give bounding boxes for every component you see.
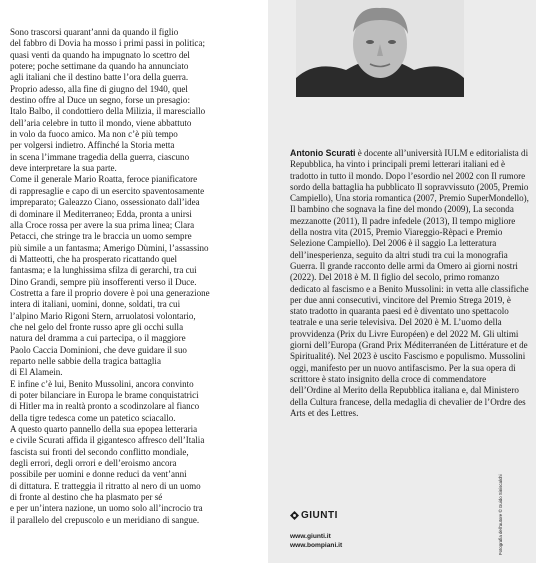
blurb-line: fantasma; e la lunghissima sfilza di gerarchi, tra cui [10, 265, 197, 276]
author-portrait [296, 0, 464, 97]
blurb-line: e per un’intera nazione, un uomo solo all’incrocio tra [10, 503, 203, 514]
blurb-line: l’alpino Mario Rigoni Stern, arruolatosi volontario, [10, 310, 196, 321]
blurb-line: in scena l’immane tragedia della guerra, ciascuno [10, 151, 190, 162]
blurb-line: del fabbro di Dovia ha mosso i primi passi in politica; [10, 38, 205, 49]
blurb-line: e civile Scurati affida il gigantesco affresco dell’Italia [10, 435, 205, 446]
blurb-line: Petacci, che stringe tra le braccia un uomo sempre [10, 231, 192, 242]
blurb-line: Paolo Caccia Dominioni, che deve guidare il suo [10, 344, 187, 355]
blurb-line: dell’aria celebre in tutto il mondo, viene abbattuto [10, 117, 192, 128]
blurb-line: di fronte al destino che ha plasmato per sé [10, 492, 163, 503]
blurb-line: Proprio adesso, alla fine di giugno del 1940, quel [10, 83, 188, 94]
back-cover-right-panel [268, 0, 536, 563]
blurb-line: Come il generale Mario Roatta, feroce pianificatore [10, 174, 198, 185]
blurb-line: possibile per uomini e donne reduci da vent’anni [10, 469, 187, 480]
blurb-line: di dittatura. E tratteggia il ritratto al nero di un uomo [10, 480, 201, 491]
blurb-line: alla Croce rossa per avere la sua prima linea; Clara [10, 219, 195, 230]
blurb-line: per volgersi indietro. Affinché la Storia metta [10, 140, 175, 151]
giunti-logo-icon [290, 511, 299, 520]
blurb-line: più simile a un fantasma; Amerigo Dùmini, l’assassino [10, 242, 209, 253]
blurb-line: agli italiani che il destino batte l’ora della guerra. [10, 72, 189, 83]
blurb-line: destino offre al Duce un segno, forse un presagio: [10, 95, 190, 106]
publisher-logo [290, 510, 338, 521]
blurb-line: di rappresaglie e capo di un esercito spaventosamente [10, 185, 205, 196]
blurb-line: Sono trascorsi quarant’anni da quando il figlio [10, 27, 179, 37]
blurb-line: deve interpretare la sua parte. [10, 163, 117, 174]
blurb-line: di El Alamein. [10, 367, 63, 378]
blurb-line: potere; poche settimane da quando ha annunciato [10, 61, 189, 72]
publisher-url-giunti[interactable]: www.giunti.it [290, 533, 331, 540]
blurb-line: natura del dramma a cui partecipa, o il maggiore [10, 333, 186, 344]
author-portrait-image [296, 0, 464, 97]
blurb-line: impreparato; Galeazzo Ciano, ossessionato dall’idea [10, 197, 200, 208]
publisher-logo-text: GIUNTI [301, 510, 338, 521]
blurb-line: A questo quarto pannello della sua epopea letteraria [10, 424, 198, 435]
blurb-line: in volo da fuoco amico. Ma non c’è più tempo [10, 129, 178, 140]
author-biography [290, 148, 530, 419]
blurb-line: della tigre tedesca come un patetico sciacallo. [10, 412, 176, 423]
blurb-line: fascista sui fronti del secondo conflitto mondiale, [10, 446, 189, 457]
blurb-line: quasi venti da quando ha impugnato lo scettro del [10, 49, 190, 60]
blurb-line: Dino Grandi, sempre più insofferenti verso il Duce. [10, 276, 197, 287]
blurb-line: reparto nelle sabbie della tragica battaglia [10, 355, 161, 366]
blurb-line: E infine c’è lui, Benito Mussolini, ancora convinto [10, 378, 194, 389]
blurb-line: degli errori, degli orrori e dell’eroismo ancora [10, 458, 177, 469]
blurb-line: di Hitler ma in realtà pronto a scodinzolare al fianco [10, 401, 200, 412]
publisher-urls [290, 532, 342, 550]
blurb-line: intera di italiani, uomini, donne, soldati, tra cui [10, 299, 181, 310]
author-bio-text: è docente all’università IULM e editorialista di Repubblica, ha vinto i principali premi letterari italiani ed è tradotto in tutto il mondo. Dopo l’esordio nel 2002 con Il rumore sordo della battaglia ha pubblicato Il sopravvissuto (2005, Premio Campiello), Una storia romantica (2007, Premio SuperMondello), Il bambino che sognava la fine del mondo (2009), La seconda mezzanotte (2011), Il padre infedele (2013), Il tempo migliore della nostra vita (2015, Premio Viareggio-Rèpaci e Premio Selezione Campiello). Del 2006 è il saggio La letteratura dell’inesperienza, seguito da altri studi tra cui la monografia Guerra. Il grande racconto delle armi da Omero ai giorni nostri (2022). Del 2018 è M. Il figlio del secolo, primo romanzo dedicato al fascismo e a Benito Mussolini: in vetta alle classifiche per due anni consecutivi, vincitore del Premio Strega 2019, è stato tradotto in quaranta paesi ed è diventato uno spettacolo teatrale e una serie televisiva. Del 2020 è M. L’uomo della provvidenza (Prix du Livre Européen) e del 2022 M. Gli ultimi giorni dell’Europa (Grand Prix Méditerranéen de Littérature et de Spiritualité). Nel 2023 è uscito Fascismo e populismo. Mussolini oggi, manifesto per un nuovo antifascismo. Per la sua opera di scrittore è stato insignito della croce di commendatore dell’Ordine al Merito della Repubblica italiana e, dal Ministero della Cultura francese, della medaglia di chevalier de l’Ordre des Arts et des Lettres. [290, 148, 529, 418]
photo-credit: Fotografia dell’autore © Guido Siniscalchi [498, 474, 503, 555]
blurb-line: di Matteotti, che ha prosperato ricattando quel [10, 253, 178, 264]
blurb-line: il parallelo del crepuscolo e un meridiano di sangue. [10, 514, 200, 525]
publisher-url-bompiani[interactable]: www.bompiani.it [290, 542, 343, 549]
author-name: Antonio Scurati [290, 148, 356, 158]
blurb-line: Italo Balbo, il condottiero della Milizia, il maresciallo [10, 106, 206, 117]
book-blurb [10, 27, 262, 526]
blurb-line: che nel gelo del fronte russo apre gli occhi sulla [10, 321, 184, 332]
blurb-line: di poter bilanciare in Europa le brame conquistatrici [10, 390, 199, 400]
blurb-line: di dominare il Mediterraneo; Edda, pronta a unirsi [10, 208, 192, 219]
blurb-line: Costretta a fare il proprio dovere è poi una generazione [10, 287, 210, 298]
